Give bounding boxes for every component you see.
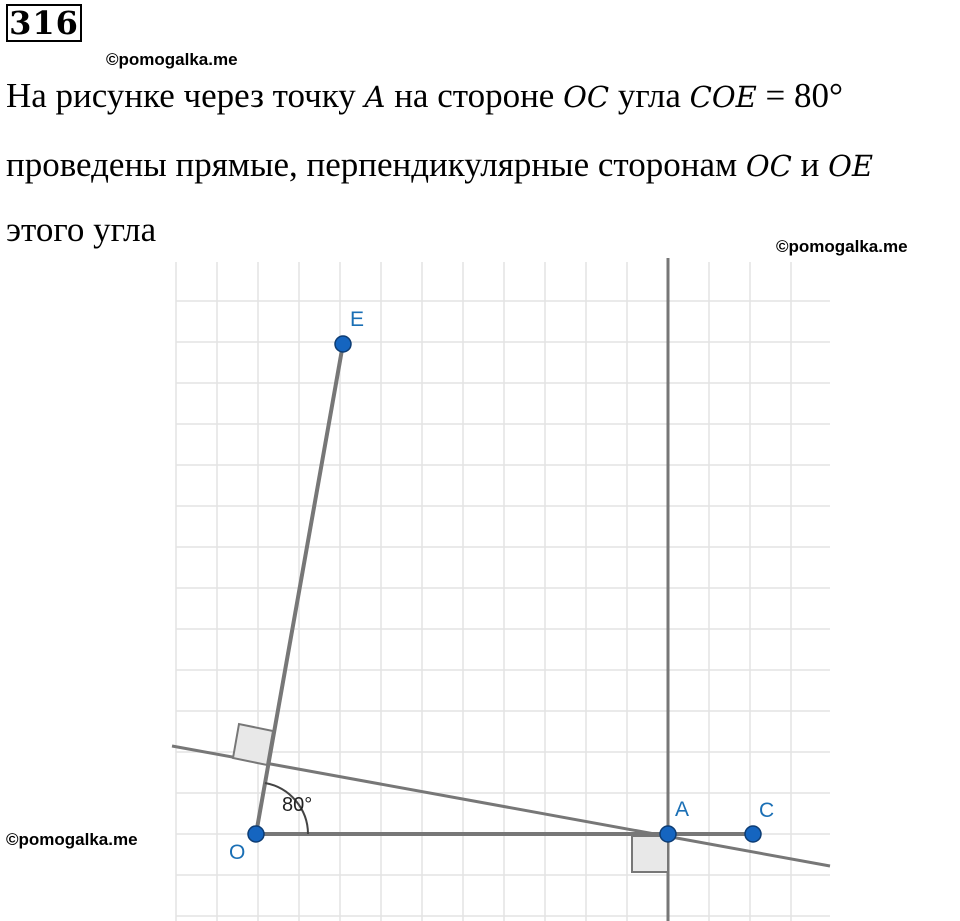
problem-number: 316 — [6, 4, 82, 42]
point-a — [660, 826, 676, 842]
label-o: O — [229, 841, 246, 864]
right-angle-mark-oc — [632, 836, 668, 872]
problem-text-line-3: этого угла — [6, 210, 157, 249]
label-a: A — [675, 798, 690, 821]
problem-text-line-1: На рисунке через точку A на стороне OC угла COE = 80° — [6, 76, 844, 115]
watermark-top: ©pomogalka.me — [106, 50, 238, 69]
right-angle-mark-oe — [233, 724, 273, 765]
point-c — [745, 826, 761, 842]
point-e — [335, 336, 351, 352]
angle-label: 80° — [282, 794, 313, 816]
problem-text-line-2: проведены прямые, перпендикулярные сторонам OC и OE — [6, 145, 874, 184]
label-c: C — [759, 799, 775, 822]
point-o — [248, 826, 264, 842]
perpendicular-to-oe — [172, 746, 830, 866]
grid — [176, 262, 830, 921]
watermark-left: ©pomogalka.me — [6, 830, 138, 849]
label-e: E — [350, 308, 365, 331]
watermark-right: ©pomogalka.me — [776, 237, 908, 256]
